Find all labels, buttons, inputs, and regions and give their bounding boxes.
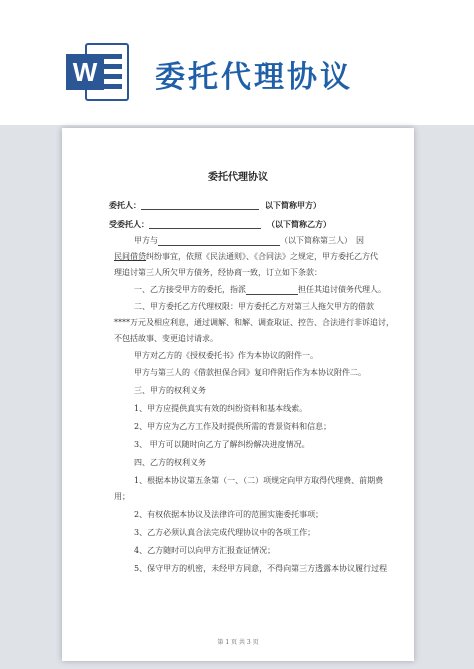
document-page xyxy=(62,128,414,661)
section-4-item-1a: 1、根据本协议第五条第（一、（二）项规定向甲方取得代理费、前期费 xyxy=(134,476,384,485)
document-title: 委托代理协议 xyxy=(208,172,268,183)
section-3-item-2: 2、甲方应为乙方工作及时提供所需的背景资料和信息； xyxy=(134,422,332,431)
principal-label: 委托人： xyxy=(109,200,141,210)
section-4-heading: 四、乙方的权利义务 xyxy=(134,458,206,467)
third-party-prefix: 甲方与 xyxy=(134,236,158,245)
dispute-line xyxy=(114,252,378,262)
page-footer: 第 1 页 共 3 页 xyxy=(217,639,259,646)
agent-label: 受委托人： xyxy=(109,219,149,229)
clause-1-blank xyxy=(246,286,298,295)
principal-blank xyxy=(141,201,259,210)
attachment-1: 甲方对乙方的《授权委托书》作为本协议的附件一。 xyxy=(134,351,318,360)
section-4-item-5: 5、保守甲方的机密，未经甲方同意，不得向第三方透露本协议履行过程 xyxy=(134,564,388,573)
agent-blank xyxy=(149,220,261,229)
section-4-item-4: 4、乙方随时可以向甲方汇报查证情况； xyxy=(134,546,276,555)
clause-2b: ****万元及相应利息，通过调解、和解、调查取证、控告、合法进行非诉追讨， xyxy=(114,318,394,327)
header-banner xyxy=(0,0,474,125)
banner-title: 委托代理协议 xyxy=(155,60,353,95)
clause-2c: 不包括故事、变更追讨请求。 xyxy=(114,334,218,343)
section-4-item-2: 2、有权依据本协议及法律许可的范围实施委托事项； xyxy=(134,510,324,519)
principal-suffix: 以下简称甲方） xyxy=(265,200,321,210)
intro-line-3: 理追讨第三人所欠甲方债务，经协商一致，订立如下条款： xyxy=(114,268,322,277)
attachment-2: 甲方与第三人的《借款担保合同》复印件附后作为本协议附件二。 xyxy=(134,368,366,377)
clause-1-suffix: 担任其追讨债务代理人。 xyxy=(298,285,386,294)
section-3-item-3: 3、 甲方可以随时向乙方了解纠纷解决进度情况。 xyxy=(134,440,310,449)
agent-suffix: （以下简称乙方） xyxy=(267,219,331,229)
dispute-text: 纠纷事宜，依照《民法通则》、《合同法》之规定，甲方委托乙方代 xyxy=(146,252,378,261)
section-4-item-3: 3、乙方必须认真合法完成代理协议中的各项工作； xyxy=(134,528,316,537)
word-logo-letter: W xyxy=(72,57,98,87)
third-party-line xyxy=(134,236,364,246)
section-3-item-1: 1、甲方应提供真实有效的纠纷资料和基本线索。 xyxy=(134,404,308,413)
agent-line xyxy=(109,219,331,229)
clause-1 xyxy=(134,285,386,295)
clause-2a: 二、甲方委托乙方代理权限：甲方委托乙方对第三人拖欠甲方的借款 xyxy=(134,302,374,311)
section-4-item-1b: 用； xyxy=(114,492,130,501)
principal-line xyxy=(109,200,321,210)
section-3-heading: 三、甲方的权利义务 xyxy=(134,386,206,395)
clause-1-prefix: 一、乙方接受甲方的委托，指派 xyxy=(134,285,246,294)
word-icon xyxy=(64,40,132,104)
third-party-suffix: （以下简称第三人） 因 xyxy=(280,236,364,245)
third-party-blank xyxy=(158,237,280,246)
dispute-type: 民间借贷 xyxy=(114,252,146,261)
